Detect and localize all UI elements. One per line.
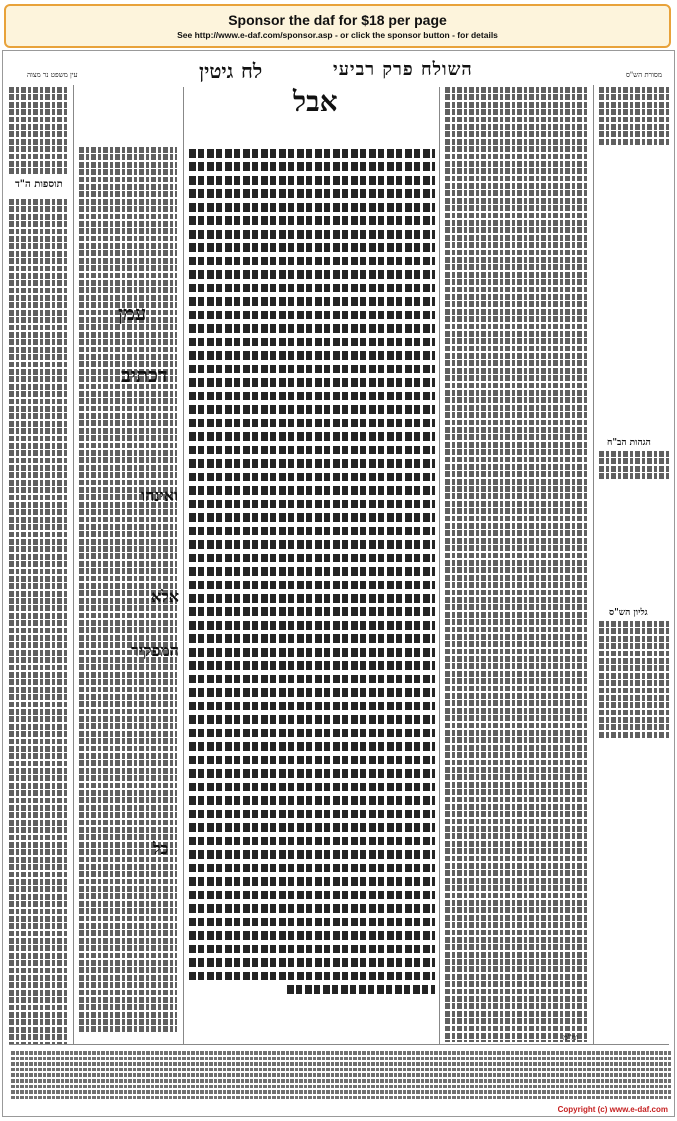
hagahot-habach-text bbox=[599, 451, 669, 491]
tosafot-column bbox=[9, 199, 69, 1044]
footer-commentary bbox=[11, 1051, 671, 1105]
footer-divider bbox=[9, 1044, 669, 1045]
hagahot-habach-heading: הגהות הב"ח bbox=[607, 438, 651, 448]
gemara-closing-marker: ומ"מ bbox=[563, 1033, 579, 1042]
sponsor-title[interactable]: Sponsor the daf for $18 per page bbox=[228, 12, 447, 28]
page-header-mesechta: גיטין bbox=[199, 59, 234, 83]
talmud-page bbox=[2, 50, 675, 1117]
gilyon-hashas-heading: גליון הש"ס bbox=[609, 608, 648, 618]
column-divider bbox=[183, 87, 184, 1045]
rashi-column bbox=[445, 87, 587, 1042]
copyright-notice[interactable]: Copyright (c) www.e-daf.com bbox=[557, 1105, 668, 1114]
page-header-chapter: השולח פרק רביעי bbox=[333, 59, 473, 80]
gilyon-hashas-text bbox=[599, 621, 669, 751]
tosafot-heading: תוספות ה"ד bbox=[15, 179, 63, 190]
left-margin-header: עין משפט נר מצוה bbox=[27, 71, 78, 79]
column-divider bbox=[73, 85, 74, 1045]
dibbur-hamatchil-3: ואינהו bbox=[141, 486, 179, 505]
page-header-number: לח bbox=[241, 59, 263, 83]
dibbur-hamatchil-1: עמן bbox=[118, 301, 147, 325]
masoret-hashas-column bbox=[599, 87, 669, 1037]
right-margin-header: מסורת הש"ס bbox=[625, 71, 662, 79]
dibbur-hamatchil-4: אלא bbox=[151, 587, 180, 606]
column-divider bbox=[439, 87, 440, 1045]
sponsor-subtitle[interactable]: See http://www.e-daf.com/sponsor.asp - or click the sponsor button - for details bbox=[177, 30, 498, 40]
sponsor-banner[interactable] bbox=[4, 4, 671, 48]
gemara-opening-word: אבל bbox=[293, 85, 338, 118]
dibbur-hamatchil-5: המפקיר bbox=[131, 641, 180, 660]
dibbur-hamatchil-2: דכתיב bbox=[121, 363, 168, 387]
column-divider bbox=[593, 85, 594, 1045]
dibbur-hamatchil-6: כל bbox=[153, 839, 169, 858]
gemara-text bbox=[189, 149, 435, 1029]
